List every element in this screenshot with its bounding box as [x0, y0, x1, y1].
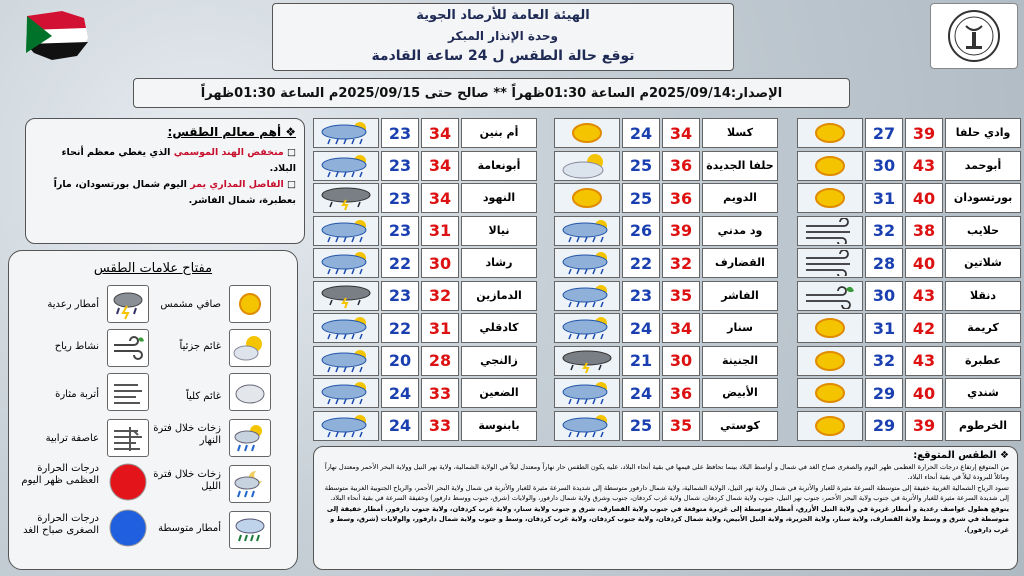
authority-logo — [930, 3, 1018, 69]
min-temp: 31 — [865, 183, 903, 213]
city-name: القضارف — [702, 248, 778, 278]
city-name: رشاد — [461, 248, 537, 278]
forecast-title: توقع حالة الطقس ل 24 ساعة القادمة — [371, 48, 635, 64]
min-temp: 23 — [381, 151, 419, 181]
city-row — [554, 248, 778, 278]
city-name: دنقلا — [945, 281, 1021, 311]
sunny-icon — [229, 285, 271, 323]
feature-item-1: □ منخفض الهند الموسمي الذي يغطي معظم أنحاء البلاد. — [61, 147, 296, 174]
city-row — [554, 118, 778, 148]
sunny-icon — [797, 346, 863, 376]
expected-temp-text: من المتوقع إرتفاع درجات الحرارة العظمى ظهر اليوم والصغرى صباح الغد في شمال و أواسط البلاد بينما تحافظ على قيمها في بقية أنحاء البلاد، عليه يكون الطقس حار نهاراً ومعتدل ليلاً في الولاية الشمالية، ولاية نهر النيل وولاية البحر الأحمر ومعتدل نهاراً ومائلاً للبرودة ليلاً في بقية أنحاء البلاد. — [324, 462, 1009, 481]
city-name: سنار — [702, 313, 778, 343]
min-temp: 24 — [381, 411, 419, 441]
city-name: الدمازين — [461, 281, 537, 311]
max-temp: 33 — [421, 411, 459, 441]
city-row — [797, 313, 1021, 343]
city-row — [313, 151, 537, 181]
max-temp: 36 — [662, 151, 700, 181]
city-row — [313, 346, 537, 376]
legend-partly: غائم جزئياً — [179, 341, 221, 352]
legend-max-temp: درجات الحرارة العظمى ظهر اليوم — [21, 463, 99, 486]
max-temp: 36 — [662, 183, 700, 213]
cloudy-icon — [229, 373, 271, 411]
thunder-rain-icon — [313, 281, 379, 311]
expected-rain-text: يتوقع هطول عواصف رعدية و أمطار غزيرة في ولاية النيل الأزرق، أمطار متوسطة إلى غزيرة متوقعة في جنوب ولاية القضارف، شرق و جنوب ولاية سنار، ولاية غرب كردفان، ولاية جنوب دارفور. أمطار خفيفة إلى متوسطة في شرق و وسط ولاية القضارف، ولاية سنار، ولاية الجزيرة، ولاية النيل الأبيض، ولاية شمال كردفان، ولاية جنوب كردفان، ولاية غرب كردفان، وسط و جنوب ولاية شمال دارفور، والولايات (شرق، وسط و غرب دارفور). — [326, 504, 1009, 534]
sunny-icon — [797, 313, 863, 343]
city-row — [554, 378, 778, 408]
features-title: ❖ أهم معالم الطقس: — [167, 125, 296, 139]
min-temp: 24 — [622, 118, 660, 148]
city-name: كريمة — [945, 313, 1021, 343]
max-temp-icon — [107, 463, 149, 501]
feature-item-2: □ الفاصل المداري يمر اليوم شمال بورتسودان، ماراً بعطبرة، شمال الفاشر. — [53, 179, 296, 206]
showers-day-icon — [313, 411, 379, 441]
city-row — [797, 248, 1021, 278]
city-row — [313, 313, 537, 343]
max-temp: 34 — [662, 313, 700, 343]
showers-day-icon — [313, 248, 379, 278]
showers-day-icon — [313, 151, 379, 181]
showers-day-icon — [313, 216, 379, 246]
showers-day-icon — [554, 378, 620, 408]
min-temp: 31 — [865, 313, 903, 343]
max-temp: 40 — [905, 183, 943, 213]
min-temp: 24 — [622, 313, 660, 343]
legend-wind: نشاط رياح — [54, 341, 99, 352]
city-name: حلفا الجديدة — [702, 151, 778, 181]
legend-showers-night: زخات خلال فترة الليل — [153, 469, 221, 492]
sunny-icon — [797, 411, 863, 441]
city-name: زالنجي — [461, 346, 537, 376]
showers-day-icon — [313, 378, 379, 408]
bulletin-header — [272, 3, 734, 71]
city-name: الأبيض — [702, 378, 778, 408]
showers-day-icon — [313, 346, 379, 376]
showers-day-icon — [554, 411, 620, 441]
legend-dust: أتربة مثارة — [55, 389, 99, 400]
city-row — [797, 411, 1021, 441]
max-temp: 35 — [662, 411, 700, 441]
city-name: كادقلي — [461, 313, 537, 343]
city-name: الجنينة — [702, 346, 778, 376]
partly-cloudy-icon — [554, 151, 620, 181]
city-name: أبونعامة — [461, 151, 537, 181]
city-name: الدويم — [702, 183, 778, 213]
max-temp: 43 — [905, 346, 943, 376]
min-temp: 30 — [865, 281, 903, 311]
min-temp: 22 — [622, 248, 660, 278]
max-temp: 31 — [421, 216, 459, 246]
wind-icon — [797, 248, 863, 278]
city-row — [554, 151, 778, 181]
sunny-icon — [797, 183, 863, 213]
legend-min-temp: درجات الحرارة الصغرى صباح الغد — [23, 513, 99, 536]
unit-name: وحدة الإنذار المبكر — [448, 29, 558, 43]
sunny-icon — [797, 118, 863, 148]
legend-title: مفتاح علامات الطقس — [93, 261, 213, 276]
city-name: الخرطوم — [945, 411, 1021, 441]
max-temp: 28 — [421, 346, 459, 376]
weather-legend-panel — [8, 250, 298, 570]
weather-features-panel — [25, 118, 305, 244]
city-name: نيالا — [461, 216, 537, 246]
min-temp: 24 — [622, 378, 660, 408]
thunder-rain-icon — [313, 183, 379, 213]
max-temp: 30 — [421, 248, 459, 278]
city-name: بورتسودان — [945, 183, 1021, 213]
city-row — [797, 151, 1021, 181]
min-temp: 26 — [622, 216, 660, 246]
expected-wind-text: تسود الرياح الشمالية الغربية خفيفة إلى متوسطة السرعة مثيرة للغبار والأتربة في شمال ولاية نهر النيل، الولاية الشمالية، ولاية شمال دارفور متوسطة إلى شديدة السرعة مثيرة للغبار والأتربة في شمال ولاية البحر الأحمر، والرياح الجنوبية الغربية متوسطة إلى شديدة السرعة مثيرة للغبار والأتربة في جنوب ولاية البحر الأحمر، جنوب نهر النيل، جنوب ولاية شمال كردفان، شمال ولاية غرب كردفان، جنوب وشرق ولاية شمال دارفور، والولايات (شرق، جنوب ووسط دارفور) وخفيفة السرعة في بقية أنحاء البلاد. — [324, 483, 1009, 502]
min-temp: 25 — [622, 151, 660, 181]
legend-sunny: صافي مشمس — [160, 299, 221, 310]
min-temp: 23 — [381, 216, 419, 246]
min-temp: 30 — [865, 151, 903, 181]
issue-text: الإصدار:2025/09/14م الساعة 01:30ظهراً ** صالح حتى 2025/09/15م الساعة 01:30ظهراً — [200, 85, 783, 101]
min-temp: 24 — [381, 378, 419, 408]
max-temp: 39 — [905, 118, 943, 148]
min-temp: 23 — [381, 183, 419, 213]
city-name: أم بنين — [461, 118, 537, 148]
min-temp: 23 — [622, 281, 660, 311]
max-temp: 34 — [421, 183, 459, 213]
city-name: الضعين — [461, 378, 537, 408]
thunder-rain-icon — [554, 346, 620, 376]
max-temp: 40 — [905, 248, 943, 278]
partly-cloudy-icon — [229, 329, 271, 367]
legend-cloudy: غائم كلياً — [185, 391, 221, 402]
min-temp: 29 — [865, 411, 903, 441]
max-temp: 35 — [662, 281, 700, 311]
blowing-dust-icon — [107, 373, 149, 411]
meteorology-logo-icon — [944, 8, 1004, 64]
min-temp: 25 — [622, 411, 660, 441]
max-temp: 32 — [662, 248, 700, 278]
city-row — [554, 281, 778, 311]
max-temp: 42 — [905, 313, 943, 343]
min-temp: 32 — [865, 346, 903, 376]
showers-day-icon — [554, 216, 620, 246]
max-temp: 43 — [905, 151, 943, 181]
issue-validity — [133, 78, 850, 108]
max-temp: 33 — [421, 378, 459, 408]
authority-name: الهيئة العامة للأرصاد الجوية — [416, 8, 590, 23]
min-temp-icon — [107, 509, 149, 547]
max-temp: 34 — [421, 151, 459, 181]
sunny-icon — [554, 183, 620, 213]
wind-activity-icon — [107, 329, 149, 367]
city-row — [797, 118, 1021, 148]
city-name: كوستي — [702, 411, 778, 441]
city-name: حلايب — [945, 216, 1021, 246]
min-temp: 23 — [381, 118, 419, 148]
showers-day-icon — [229, 419, 271, 457]
legend-thunder: أمطار رعدية — [47, 299, 99, 310]
legend-showers-day: زخات خلال فترة النهار — [153, 423, 221, 446]
min-temp: 22 — [381, 313, 419, 343]
city-name: شلاتين — [945, 248, 1021, 278]
showers-day-icon — [313, 118, 379, 148]
max-temp: 38 — [905, 216, 943, 246]
city-name: عطبرة — [945, 346, 1021, 376]
max-temp: 34 — [662, 118, 700, 148]
city-name: بابنوسة — [461, 411, 537, 441]
max-temp: 31 — [421, 313, 459, 343]
min-temp: 27 — [865, 118, 903, 148]
city-row — [313, 411, 537, 441]
showers-day-icon — [554, 248, 620, 278]
showers-day-icon — [313, 313, 379, 343]
min-temp: 28 — [865, 248, 903, 278]
city-row — [797, 281, 1021, 311]
city-row — [313, 281, 537, 311]
city-row — [554, 183, 778, 213]
city-row — [797, 183, 1021, 213]
max-temp: 30 — [662, 346, 700, 376]
city-row — [797, 216, 1021, 246]
max-temp: 36 — [662, 378, 700, 408]
city-name: النهود — [461, 183, 537, 213]
wind-icon — [797, 216, 863, 246]
min-temp: 21 — [622, 346, 660, 376]
showers-day-icon — [554, 281, 620, 311]
max-temp: 39 — [905, 411, 943, 441]
min-temp: 29 — [865, 378, 903, 408]
max-temp: 34 — [421, 118, 459, 148]
city-row — [554, 216, 778, 246]
max-temp: 39 — [662, 216, 700, 246]
city-row — [313, 183, 537, 213]
sunny-icon — [797, 378, 863, 408]
city-name: ود مدني — [702, 216, 778, 246]
city-row — [554, 346, 778, 376]
city-row — [313, 378, 537, 408]
max-temp: 32 — [421, 281, 459, 311]
city-row — [554, 313, 778, 343]
city-name: أبوحمد — [945, 151, 1021, 181]
city-row — [797, 378, 1021, 408]
city-row — [554, 411, 778, 441]
city-row — [797, 346, 1021, 376]
min-temp: 25 — [622, 183, 660, 213]
dust-storm-icon — [107, 419, 149, 457]
min-temp: 22 — [381, 248, 419, 278]
max-temp: 43 — [905, 281, 943, 311]
showers-night-icon — [229, 465, 271, 503]
city-name: وادي حلفا — [945, 118, 1021, 148]
city-row — [313, 216, 537, 246]
sudan-flag-icon — [22, 8, 92, 63]
city-name: كسلا — [702, 118, 778, 148]
max-temp: 40 — [905, 378, 943, 408]
min-temp: 32 — [865, 216, 903, 246]
city-name: شندي — [945, 378, 1021, 408]
sunny-icon — [554, 118, 620, 148]
city-row — [313, 248, 537, 278]
city-name: الفاشر — [702, 281, 778, 311]
legend-moderate-rain: أمطار متوسطة — [158, 523, 221, 534]
thunder-rain-icon — [107, 285, 149, 323]
min-temp: 23 — [381, 281, 419, 311]
expected-title: ❖ الطقس المتوقع: — [913, 450, 1009, 461]
expected-weather-panel — [313, 446, 1018, 570]
legend-dust-storm: عاصفة ترابية — [45, 433, 99, 444]
wind-active-icon — [797, 281, 863, 311]
min-temp: 20 — [381, 346, 419, 376]
moderate-rain-icon — [229, 511, 271, 549]
sunny-icon — [797, 151, 863, 181]
showers-day-icon — [554, 313, 620, 343]
city-row — [313, 118, 537, 148]
